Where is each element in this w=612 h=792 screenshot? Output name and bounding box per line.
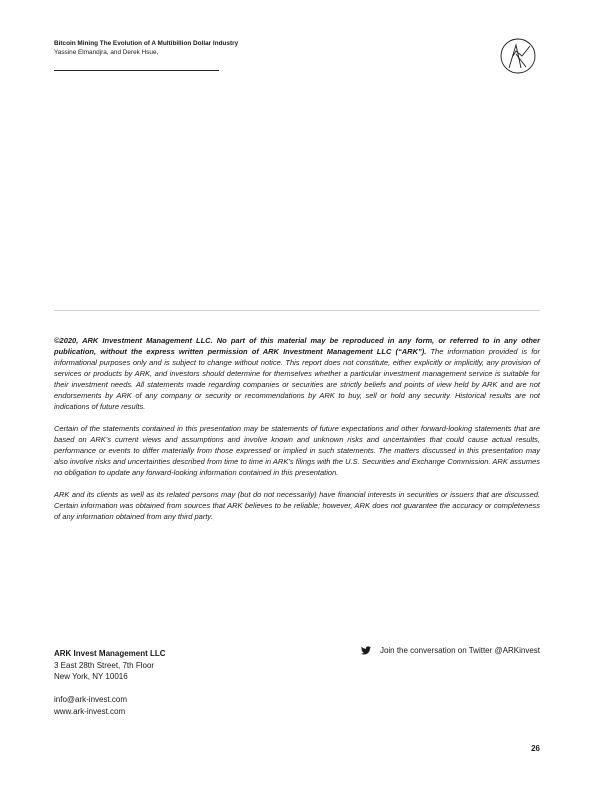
address-line-1: 3 East 28th Street, 7th Floor [54, 660, 155, 670]
copyright-notice: ©2020, ARK Investment Management LLC. No part of this material may be reproduced in any form, or referred to in any other publication, without the express written permission of ARK Investment Management LLC (“ARK”). [54, 336, 540, 356]
company-name: ARK Invest Management LLC [54, 649, 166, 658]
twitter-text: Join the conversation on Twitter @ARKinvest [379, 646, 540, 655]
disclaimer-paragraph-2: Certain of the statements contained in this presentation may be statements of future expectations and other forward-looking statements that are based on ARK’s current views and assumptions and involve known and unknown risks and uncertainties that could cause actual results, performance or events to differ materially from those expressed or implied in such statements. The matters discussed in this presentation may also involve risks and uncertainties described from time to time in ARK’s filings with the U.S. Securities and Exchange Commission. ARK assumes no obligation to update any forward-looking information contained in this presentation. [54, 424, 540, 477]
disclaimer-paragraph-1: The information provided is for informational purposes only and is subject to change without notice. This report does not constitute, either explicitly or implicitly, any provision of services or products by ARK, and investors should determine for themselves whether a particular investment management service is suitable for their investment needs. All statements made regarding companies or securities are strictly beliefs and points of view held by ARK and are not endorsements by ARK of any company or security or recommendations by ARK to buy, sell or hold any security. Historical results are not indications of future results. [54, 347, 540, 411]
spacer [54, 683, 166, 695]
page-number: 26 [531, 744, 540, 753]
email-link[interactable]: info@ark-invest.com [54, 695, 128, 704]
twitter-icon [361, 646, 371, 655]
disclaimer-block-1 [54, 335, 540, 412]
document-header [54, 39, 238, 57]
document-title: Bitcoin Mining The Evolution of A Multibillion Dollar Industry [54, 40, 239, 47]
document-authors: Yassine Elmandjra, and Derek Hsue, [54, 49, 159, 56]
website-link[interactable]: www.ark-invest.com [54, 706, 126, 716]
section-divider [54, 310, 540, 311]
legal-disclaimer [54, 335, 540, 533]
ark-logo-icon [500, 38, 536, 74]
disclaimer-paragraph-3: ARK and its clients as well as its related persons may (but do not necessarily) have financial interests in securities or issuers that are discussed. Certain information was obtained from sources that ARK believes to be reliable; however, ARK does not guarantee the accuracy or completeness of any information obtained from any third party. [54, 490, 540, 521]
contact-info [54, 648, 166, 717]
address-line-2: New York, NY 10016 [54, 672, 128, 681]
header-rule [54, 70, 219, 71]
twitter-callout[interactable] [361, 646, 540, 655]
